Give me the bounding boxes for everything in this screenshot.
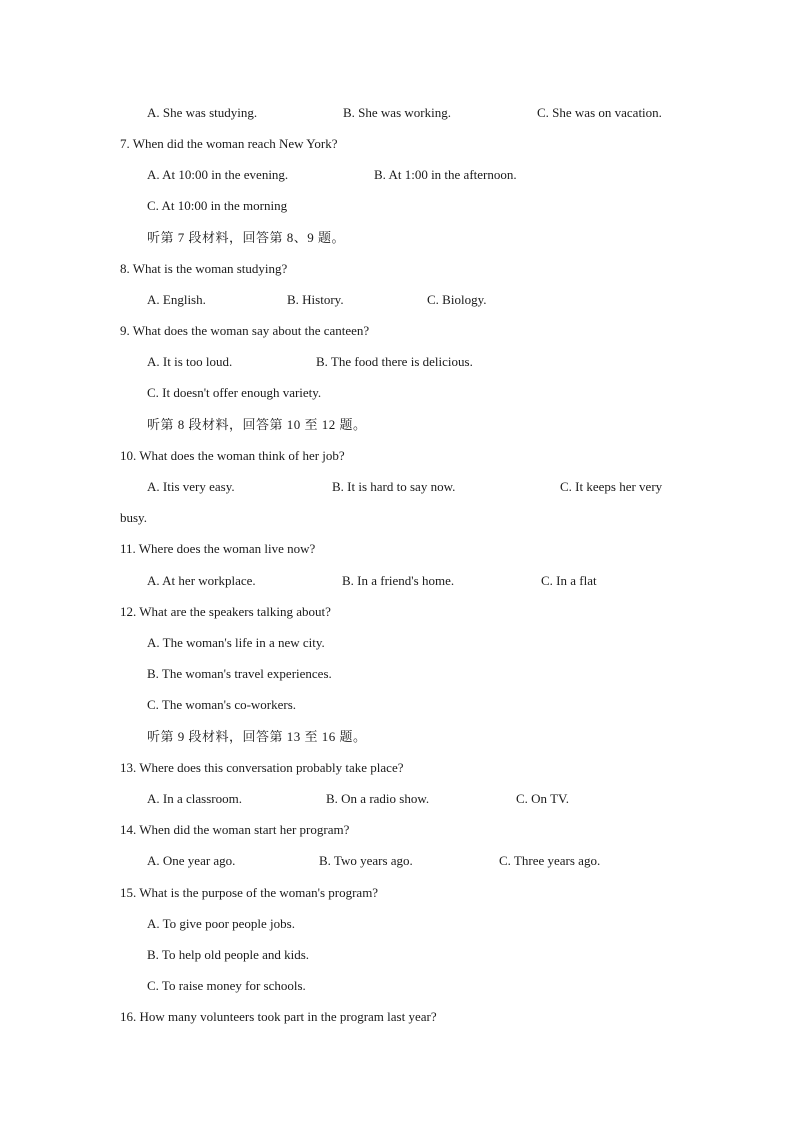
option-c: C. She was on vacation. xyxy=(537,105,662,120)
option-a: A. At 10:00 in the evening. xyxy=(147,167,289,182)
option-c: C. The woman's co-workers. xyxy=(147,697,297,712)
option-b: B. The food there is delicious. xyxy=(316,354,473,369)
question-15: 15. What is the purpose of the woman's program? xyxy=(120,885,379,900)
option-b: B. To help old people and kids. xyxy=(147,947,310,962)
option-a: A. English. xyxy=(147,292,206,307)
question-12: 12. What are the speakers talking about? xyxy=(120,604,331,619)
option-b: B. In a friend's home. xyxy=(342,573,455,588)
question-14: 14. When did the woman start her program? xyxy=(120,822,350,837)
question-7: 7. When did the woman reach New York? xyxy=(120,136,338,151)
option-a: A. Itis very easy. xyxy=(147,479,235,494)
option-b: B. History. xyxy=(287,292,344,307)
option-b: B. It is hard to say now. xyxy=(332,479,456,494)
option-c: C. On TV. xyxy=(516,791,569,806)
question-16: 16. How many volunteers took part in the program last year? xyxy=(120,1009,437,1024)
option-a: A. It is too loud. xyxy=(147,354,233,369)
question-9: 9. What does the woman say about the canteen? xyxy=(120,323,370,338)
option-b: B. The woman's travel experiences. xyxy=(147,666,332,681)
option-c-continued: busy. xyxy=(120,510,147,525)
option-a: A. The woman's life in a new city. xyxy=(147,635,325,650)
question-10: 10. What does the woman think of her job? xyxy=(120,448,345,463)
option-b: B. She was working. xyxy=(343,105,451,120)
section-heading: 听第 7 段材料，回答第 8、9 题。 xyxy=(147,230,346,245)
option-c: C. At 10:00 in the morning xyxy=(147,198,288,213)
option-c: C. It doesn't offer enough variety. xyxy=(147,385,322,400)
option-a: A. To give poor people jobs. xyxy=(147,916,295,931)
option-b: B. On a radio show. xyxy=(326,791,430,806)
option-c: C. To raise money for schools. xyxy=(147,978,306,993)
option-c: C. In a flat xyxy=(541,573,597,588)
option-b: B. Two years ago. xyxy=(319,853,413,868)
option-c: C. It keeps her very xyxy=(560,479,663,494)
question-13: 13. Where does this conversation probably take place? xyxy=(120,760,404,775)
option-c: C. Three years ago. xyxy=(499,853,601,868)
option-a: A. At her workplace. xyxy=(147,573,256,588)
option-a: A. She was studying. xyxy=(147,105,258,120)
section-heading: 听第 8 段材料，回答第 10 至 12 题。 xyxy=(147,417,367,432)
option-a: A. One year ago. xyxy=(147,853,236,868)
section-heading: 听第 9 段材料，回答第 13 至 16 题。 xyxy=(147,729,367,744)
question-11: 11. Where does the woman live now? xyxy=(120,541,316,556)
option-b: B. At 1:00 in the afternoon. xyxy=(374,167,517,182)
option-a: A. In a classroom. xyxy=(147,791,242,806)
question-8: 8. What is the woman studying? xyxy=(120,261,288,276)
option-c: C. Biology. xyxy=(427,292,487,307)
